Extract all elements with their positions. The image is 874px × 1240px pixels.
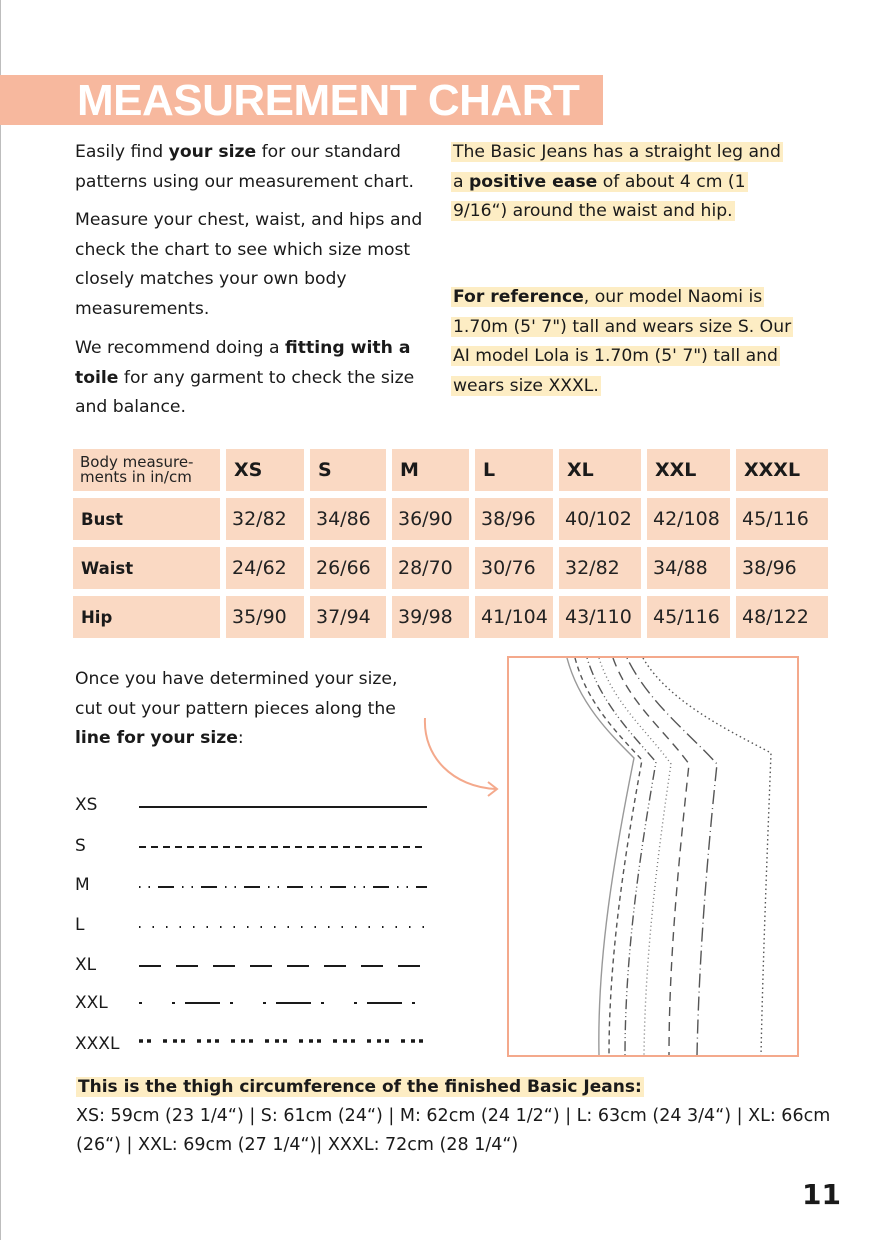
table-cell: 32/82 [559, 547, 641, 589]
ease-note: The Basic Jeans has a straight leg and a positive ease of about 4 cm (1 9/16“) around the waist and hip. [453, 142, 781, 221]
intro-paragraph-2: Measure your chest, waist, and hips and check the chart to see which size most closely matches your own body measurements. [75, 210, 423, 319]
page-edge-line [0, 0, 1, 1240]
size-header: XL [559, 449, 641, 491]
table-cell: 38/96 [475, 498, 553, 540]
cut-instruction: Once you have determined your size, cut out your pattern pieces along the line for your size: [75, 669, 398, 748]
line-style-legend [130, 790, 440, 1055]
size-header: XXL [647, 449, 730, 491]
page-title: MEASUREMENT CHART [77, 76, 580, 125]
table-cell: 37/94 [310, 596, 386, 638]
size-header: XS [226, 449, 304, 491]
table-cell: 38/96 [736, 547, 828, 589]
thigh-heading: This is the thigh circumference of the finished Basic Jeans: [78, 1077, 642, 1097]
table-cell: 41/104 [475, 596, 553, 638]
page-number: 11 [802, 1178, 841, 1211]
table-cell: 48/122 [736, 596, 828, 638]
pattern-illustration [507, 656, 799, 1057]
pointer-arrow-icon [418, 712, 508, 802]
table-cell: 34/88 [647, 547, 730, 589]
table-cell: 43/110 [559, 596, 641, 638]
reference-note: For reference, our model Naomi is 1.70m (5' 7") tall and wears size S. Our AI model Lola is 1.70m (5' 7") tall and wears size XXXL. [453, 287, 792, 396]
row-label-waist: Waist [73, 547, 220, 589]
table-cell: 36/90 [392, 498, 469, 540]
legend-label-xxxl: XXXL [75, 1034, 120, 1054]
table-cell: 39/98 [392, 596, 469, 638]
row-label-bust: Bust [73, 498, 220, 540]
table-corner-label: Body measure-ments in in/cm [73, 449, 220, 491]
table-cell: 34/86 [310, 498, 386, 540]
size-header: S [310, 449, 386, 491]
legend-label-xs: XS [75, 795, 98, 815]
table-cell: 32/82 [226, 498, 304, 540]
table-cell: 26/66 [310, 547, 386, 589]
table-cell: 40/102 [559, 498, 641, 540]
table-cell: 35/90 [226, 596, 304, 638]
size-header: M [392, 449, 469, 491]
legend-label-xl: XL [75, 955, 97, 975]
table-cell: 45/116 [647, 596, 730, 638]
legend-label-l: L [75, 915, 85, 935]
size-header: L [475, 449, 553, 491]
legend-label-m: M [75, 875, 90, 895]
size-header: XXXL [736, 449, 828, 491]
table-cell: 30/76 [475, 547, 553, 589]
intro-paragraph-1: Easily find your size for our standard patterns using our measurement chart. [75, 142, 414, 192]
table-cell: 24/62 [226, 547, 304, 589]
legend-label-xxl: XXL [75, 993, 108, 1013]
table-cell: 45/116 [736, 498, 828, 540]
legend-label-s: S [75, 836, 86, 856]
thigh-measurements: XS: 59cm (23 1/4“) | S: 61cm (24“) | M: 62cm (24 1/2“) | L: 63cm (24 3/4“) | XL: 66cm (26“) | XXL: 69cm (27 1/4“)| XXXL: 72cm (28 1/4“) [76, 1106, 831, 1155]
table-cell: 28/70 [392, 547, 469, 589]
row-label-hip: Hip [73, 596, 220, 638]
table-cell: 42/108 [647, 498, 730, 540]
intro-paragraph-3: We recommend doing a fitting with a toile for any garment to check the size and balance. [75, 338, 415, 417]
pattern-lines-drawing [509, 658, 797, 1055]
